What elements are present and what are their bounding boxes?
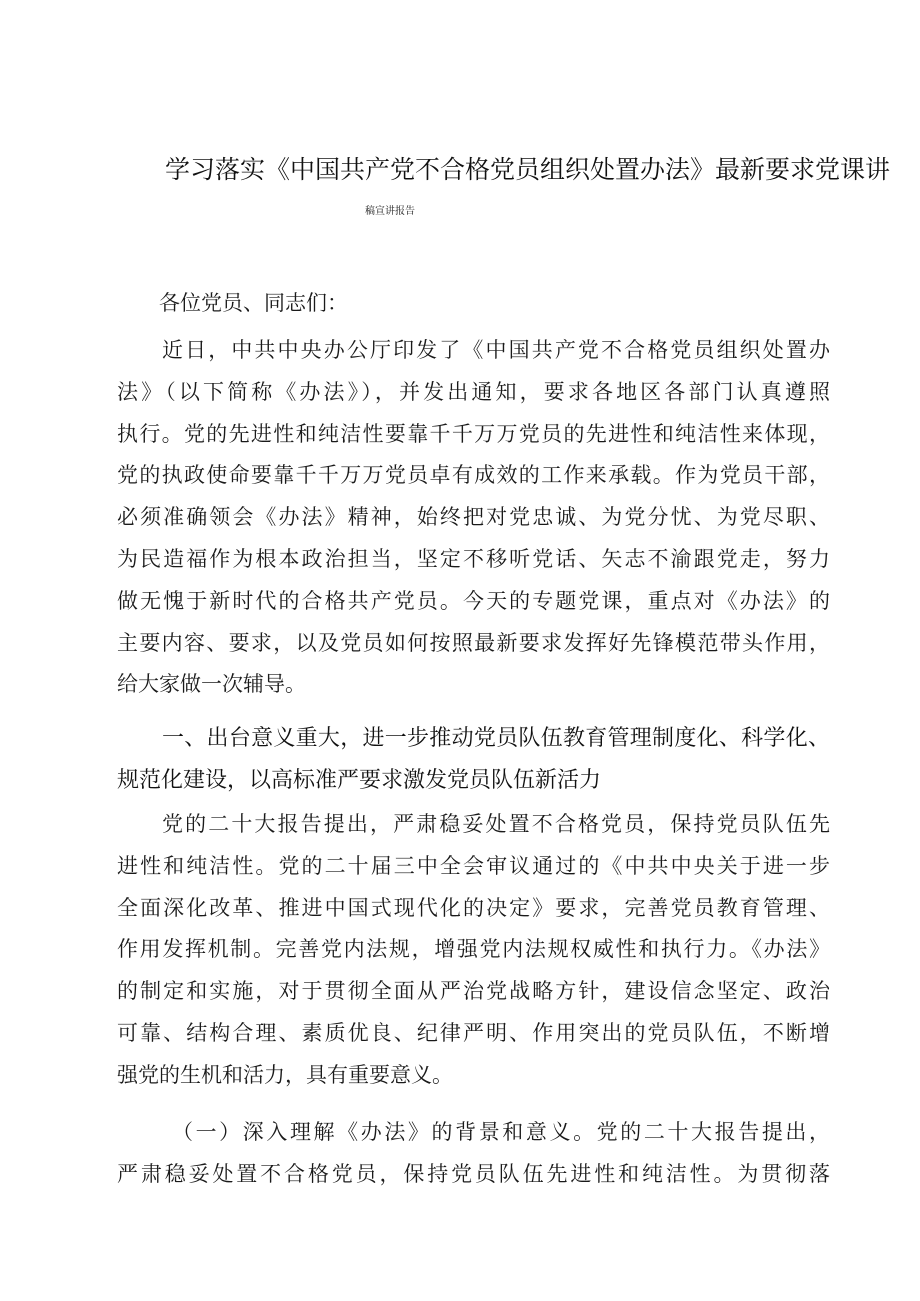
paragraph-line: 作用发挥机制。完善党内法规，增强党内法规权威性和执行力。《办法》 bbox=[117, 937, 830, 962]
paragraph-line: 强党的生机和活力，具有重要意义。 bbox=[117, 1062, 453, 1087]
heading-line: 一、出台意义重大，进一步推动党员队伍教育管理制度化、科学化、 bbox=[162, 726, 830, 751]
paragraph-1 bbox=[117, 330, 830, 706]
paragraph-line: 进性和纯洁性。党的二十届三中全会审议通过的《中共中央关于进一步 bbox=[117, 853, 830, 878]
heading-line: 规范化建设，以高标准严要求激发党员队伍新活力 bbox=[117, 767, 602, 793]
document-title-line-2: 稿宣讲报告 bbox=[365, 206, 415, 217]
paragraph-line: 为民造福作为根本政治担当，坚定不移听党话、矢志不渝跟党走，努力 bbox=[117, 546, 830, 571]
paragraph-line: 的制定和实施，对于贯彻全面从严治党战略方针，建设信念坚定、政治 bbox=[117, 979, 830, 1004]
paragraph-2 bbox=[117, 804, 830, 1097]
paragraph-line: 做无愧于新时代的合格共产党员。今天的专题党课，重点对《办法》的 bbox=[117, 588, 830, 613]
salutation bbox=[117, 283, 830, 325]
section-heading-1 bbox=[117, 718, 830, 802]
paragraph-line: 必须准确领会《办法》精神，始终把对党忠诚、为党分忧、为党尽职、 bbox=[117, 505, 830, 530]
document-title-line-1: 学习落实《中国共产党不合格党员组织处置办法》最新要求党课讲 bbox=[165, 155, 891, 184]
paragraph-line: 党的执政使命要靠千千万万党员卓有成效的工作来承载。作为党员干部， bbox=[117, 463, 830, 488]
paragraph-line: 法》（以下简称《办法》），并发出通知，要求各地区各部门认真遵照 bbox=[117, 379, 830, 404]
paragraph-line: 全面深化改革、推进中国式现代化的决定》要求，完善党员教育管理、 bbox=[117, 895, 830, 920]
salutation-text: 各位党员、同志们： bbox=[159, 291, 348, 315]
paragraph-line: 党的二十大报告提出，严肃稳妥处置不合格党员，保持党员队伍先 bbox=[162, 812, 830, 836]
paragraph-line: 近日，中共中央办公厅印发了《中国共产党不合格党员组织处置办 bbox=[162, 338, 830, 362]
paragraph-line: 给大家做一次辅导。 bbox=[117, 672, 306, 697]
paragraph-line: （一）深入理解《办法》的背景和意义。党的二十大报告提出， bbox=[172, 1120, 830, 1144]
paragraph-line: 可靠、结构合理、素质优良、纪律严明、作用突出的党员队伍，不断增 bbox=[117, 1020, 830, 1045]
paragraph-3 bbox=[117, 1112, 830, 1196]
paragraph-line: 执行。党的先进性和纯洁性要靠千千万万党员的先进性和纯洁性来体现， bbox=[117, 421, 830, 446]
paragraph-line: 严肃稳妥处置不合格党员，保持党员队伍先进性和纯洁性。为贯彻落 bbox=[117, 1161, 830, 1186]
paragraph-line: 主要内容、要求，以及党员如何按照最新要求发挥好先锋模范带头作用， bbox=[117, 630, 830, 655]
